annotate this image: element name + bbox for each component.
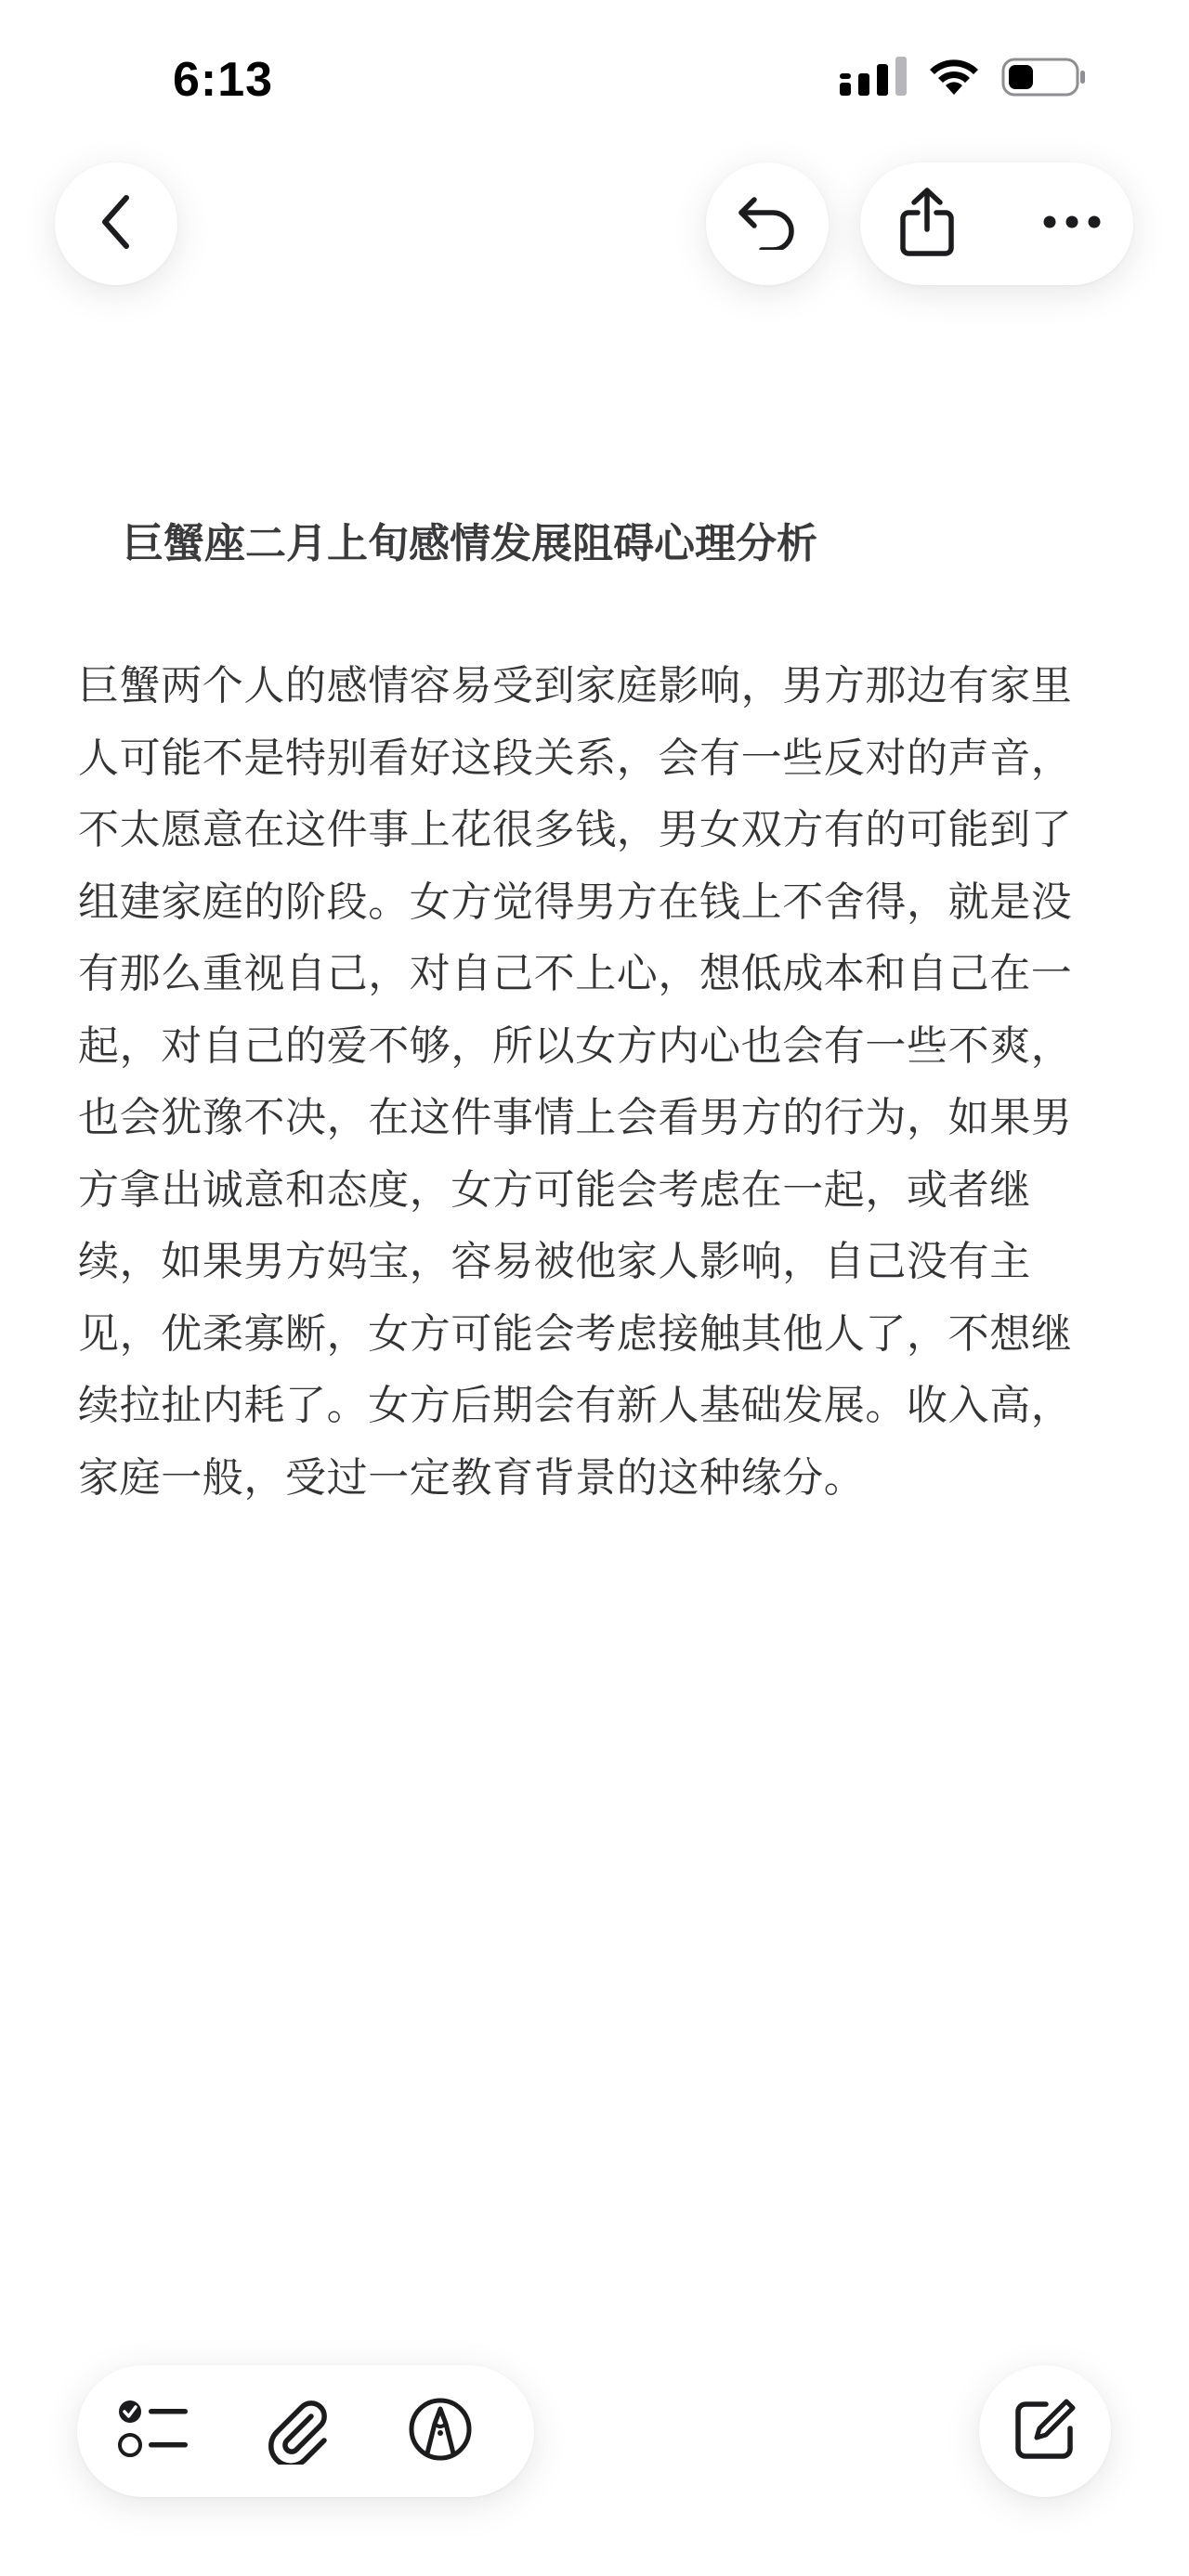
status-icons <box>840 58 1087 100</box>
note-title[interactable]: 巨蟹座二月上旬感情发展阻碍心理分析 <box>123 520 817 567</box>
chevron-left-icon <box>96 194 137 254</box>
more-button[interactable] <box>1042 215 1102 233</box>
markup-button[interactable] <box>400 2391 480 2471</box>
bottom-toolbar <box>77 2365 534 2497</box>
compose-icon <box>1013 2397 1078 2465</box>
share-more-group <box>860 163 1133 285</box>
ellipsis-icon <box>1042 215 1102 233</box>
wifi-icon <box>927 58 981 100</box>
share-button[interactable] <box>899 187 955 261</box>
share-icon <box>899 187 955 261</box>
back-button[interactable] <box>55 163 177 285</box>
checklist-button[interactable] <box>114 2391 194 2471</box>
home-indicator-area <box>0 2544 1189 2576</box>
battery-icon <box>1001 58 1087 100</box>
compose-button[interactable] <box>979 2365 1111 2497</box>
status-time: 6:13 <box>173 53 274 107</box>
checklist-icon <box>117 2397 191 2465</box>
attachment-button[interactable] <box>257 2391 337 2471</box>
note-body[interactable]: 巨蟹两个人的感情容易受到家庭影响，男方那边有家里人可能不是特别看好这段关系，会有一些反对的声音，不太愿意在这件事上花很多钱，男女双方有的可能到了组建家庭的阶段。女方觉得男方在钱上不舍得，就是没有那么重视自己，对自己不上心，想低成本和自己在一起，对自己的爱不够，所以女方内心也会有一些不爽，也会犹豫不决，在这件事情上会看男方的行为，如果男方拿出诚意和态度，女方可能会考虑在一起，或者继续，如果男方妈宝，容易被他家人影响，自己没有主见，优柔寡断，女方可能会考虑接触其他人了，不想继续拉扯内耗了。女方后期会有新人基础发展。收入高，家庭一般，受过一定教育背景的这种缘分。 <box>78 662 1073 1502</box>
paperclip-icon <box>265 2394 330 2468</box>
cellular-signal-icon <box>840 57 907 101</box>
undo-icon <box>736 194 799 254</box>
undo-button[interactable] <box>706 163 829 285</box>
markup-pen-icon <box>407 2396 474 2466</box>
